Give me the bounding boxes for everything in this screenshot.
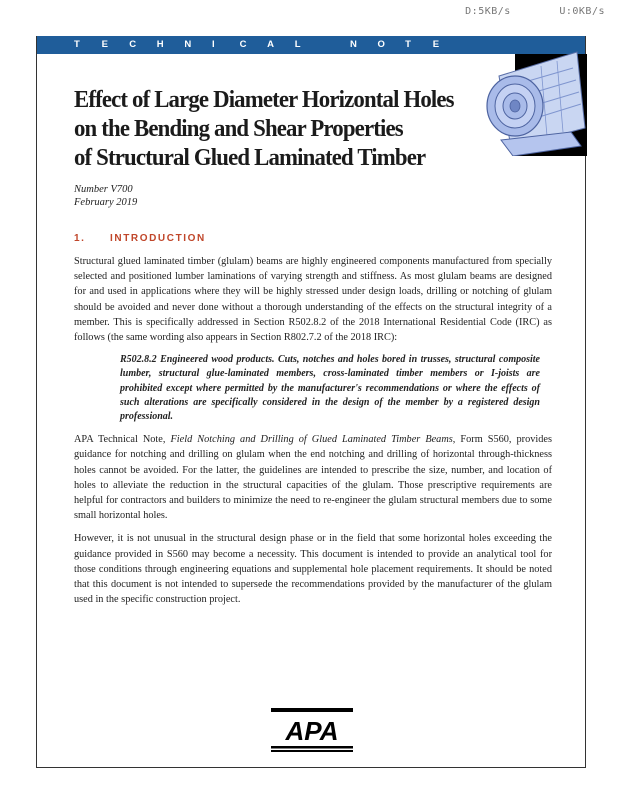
download-speed: D:5KB/s [465, 6, 511, 17]
band-letter: H [156, 39, 164, 50]
status-bar [423, 6, 605, 17]
band-letter: N [184, 39, 192, 50]
title-line: of Structural Glued Laminated Timber [74, 144, 426, 171]
document-number: Number V700 [74, 184, 133, 195]
band-letter: O [377, 39, 385, 50]
band-letter: L [294, 39, 301, 50]
paragraph [74, 432, 552, 523]
paragraph-text: , Form S560, provides guidance for notching and drilling on glulam when the end notching and drilling of horizontal through-thickness holes cannot be avoided. For the latter, the guidelines are intended to prescribe the size, number, and location of holes to alleviate the reduction in the structural capacities of the glulam. Those prescriptive requirements are helpful for contractors and builders to minimize the need to re-engineer the glulam structural members due to some small horizontal holes. [74, 434, 552, 522]
paragraph: However, it is not unusual in the structural design phase or in the field that some horizontal holes exceeding the guidance provided in S560 may become a necessity. This document is intended to provide an analytical tool for those conditions through engineering equations and supplemental hole placement requirements. It should be noted that this document is not intended to supersede the recommendations provided by the manufacturer of the glulam used in the specific construction project. [74, 533, 552, 606]
band-letter: E [432, 39, 440, 50]
title-line: Effect of Large Diameter Horizontal Holes [74, 86, 454, 113]
band-letter [322, 39, 350, 50]
code-quote: R502.8.2 Engineered wood products. Cuts, notches and holes bored in trusses, structural composite lumber, structural glue-laminated members, cross-laminated timber members or I-joists are prohibited except where permitted by the manufacturer's recommendations or where the effects of such alterations are specifically considered in the design of the member by a registered design professional. [120, 354, 540, 423]
title-line: on the Bending and Shear Properties [74, 115, 403, 142]
band-letter: T [405, 39, 411, 50]
band-letter: A [267, 39, 275, 50]
apa-logo [271, 708, 353, 752]
band-letter: I [211, 39, 215, 50]
band-letter: C [239, 39, 247, 50]
paragraph-text: APA Technical Note, [74, 434, 171, 446]
band-letter: T [74, 39, 80, 50]
section-title: INTRODUCTION [110, 233, 206, 244]
page-title [74, 85, 454, 172]
technical-note-label [74, 39, 460, 50]
band-letter: N [349, 39, 357, 50]
logo-text: APA [285, 716, 339, 746]
document-meta [74, 183, 137, 209]
body-text [74, 254, 552, 615]
band-letter: C [129, 39, 137, 50]
band-letter: E [101, 39, 108, 50]
section-number: 1. [74, 233, 86, 244]
paragraph: Structural glued laminated timber (glulam) beams are highly engineered components manufactured from specially selected and positioned lumber laminations of varying strength and stiffness. As most glulam beams are designed for and used in applications where they will be highly stressed under design loads, drilling or notching of glulam should be avoided and never done without a thorough understanding of the effects on the structural integrity of a member. This is specifically addressed in Section R502.8.2 of the 2018 International Residential Code (IRC) as follows (the same wording also appears in Section R802.7.2 of the 2018 IRC): [74, 256, 552, 344]
document-date: February 2019 [74, 197, 138, 208]
blueprint-roll-icon [481, 36, 587, 156]
upload-speed: U:0KB/s [559, 6, 605, 17]
document-page [36, 36, 586, 768]
referenced-title: Field Notching and Drilling of Glued Laminated Timber Beams [170, 434, 453, 446]
section-heading [74, 233, 206, 244]
